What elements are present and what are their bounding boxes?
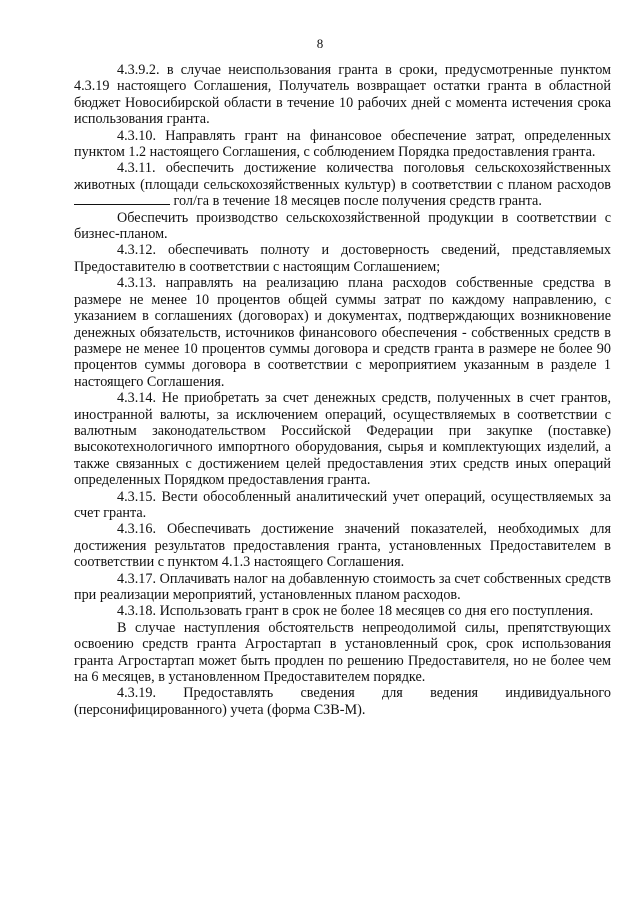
paragraph-4-3-17: 4.3.17. Оплачивать налог на добавленную стоимость за счет собственных средств при реализации мероприятий, установленных планом расходов. bbox=[74, 570, 611, 603]
paragraph-4-3-10: 4.3.10. Направлять грант на финансовое обеспечение затрат, определенных пунктом 1.2 настоящего Соглашения, с соблюдением Порядка предоставления гранта. bbox=[74, 127, 611, 161]
document-body bbox=[74, 62, 611, 718]
paragraph-production: Обеспечить производство сельскохозяйственной продукции в соответствии с бизнес-планом. bbox=[74, 209, 611, 243]
paragraph-4-3-12: 4.3.12. обеспечивать полноту и достоверность сведений, представляемых Предоставителю в соответствии с настоящим Соглашением; bbox=[74, 242, 611, 275]
paragraph-force-majeure: В случае наступления обстоятельств непреодолимой силы, препятствующих освоению средств гранта Агростартап в установленный срок, срок использования гранта Агростартап может быть продлен по решению Предоставителя, но не более чем на 6 месяцев, в установленном Предоставителем порядке. bbox=[74, 619, 611, 686]
paragraph-4-3-15: 4.3.15. Вести обособленный аналитический учет операций, осуществляемых за счет гранта. bbox=[74, 488, 611, 521]
paragraph-4-3-11-text-end: гол/га в течение 18 месяцев после получения средств гранта. bbox=[173, 193, 542, 210]
paragraph-4-3-9-2: 4.3.9.2. в случае неиспользования гранта в сроки, предусмотренные пунктом 4.3.19 настоящего Соглашения, Получатель возвращает остатки гранта в областной бюджет Новосибирской области в течение 10 рабочих дней с момента истечения срока использования гранта. bbox=[74, 62, 611, 128]
page-number: 8 bbox=[316, 36, 324, 51]
paragraph-4-3-19: 4.3.19. Предоставлять сведения для ведения индивидуального (персонифицированного) учета (форма СЗВ-М). bbox=[74, 685, 611, 718]
paragraph-4-3-16: 4.3.16. Обеспечивать достижение значений показателей, необходимых для достижения результатов предоставления гранта, установленных Предоставителем в соответствии с пунктом 4.1.3 настоящего Соглашения. bbox=[74, 521, 611, 571]
fill-in-blank bbox=[74, 193, 170, 205]
paragraph-4-3-18: 4.3.18. Использовать грант в срок не более 18 месяцев со дня его поступления. bbox=[117, 603, 594, 620]
paragraph-4-3-14: 4.3.14. Не приобретать за счет денежных средств, полученных в счет грантов, иностранной валюты, за исключением операций, осуществляемых в соответствии с валютным законодательством Российской Федерации при закупке (поставке) высокотехнологичного импортного оборудования, сырья и комплектующих изделий, а также связанных с достижением целей предоставления этих средств иных операций определенных Порядком предоставления гранта. bbox=[74, 390, 611, 489]
paragraph-4-3-11-text-start: 4.3.11. обеспечить достижение количества поголовья сельскохозяйственных животных (площади сельскохозяйственных культур) в соответствии с планом расходов bbox=[74, 160, 611, 193]
paragraph-4-3-11 bbox=[74, 160, 611, 209]
paragraph-4-3-13: 4.3.13. направлять на реализацию плана расходов собственные средства в размере не менее 10 процентов общей суммы затрат по каждому направлению, с указанием в соглашениях (договорах) и документах, подтверждающих возникновение денежных обязательств, источников финансового обеспечения - собственных средств в размере не менее 10 процентов суммы договора и средств гранта в размере не более 90 процентов суммы договора в соответствии с мероприятием указанным в разделе 1 настоящего Соглашения. bbox=[74, 275, 611, 390]
